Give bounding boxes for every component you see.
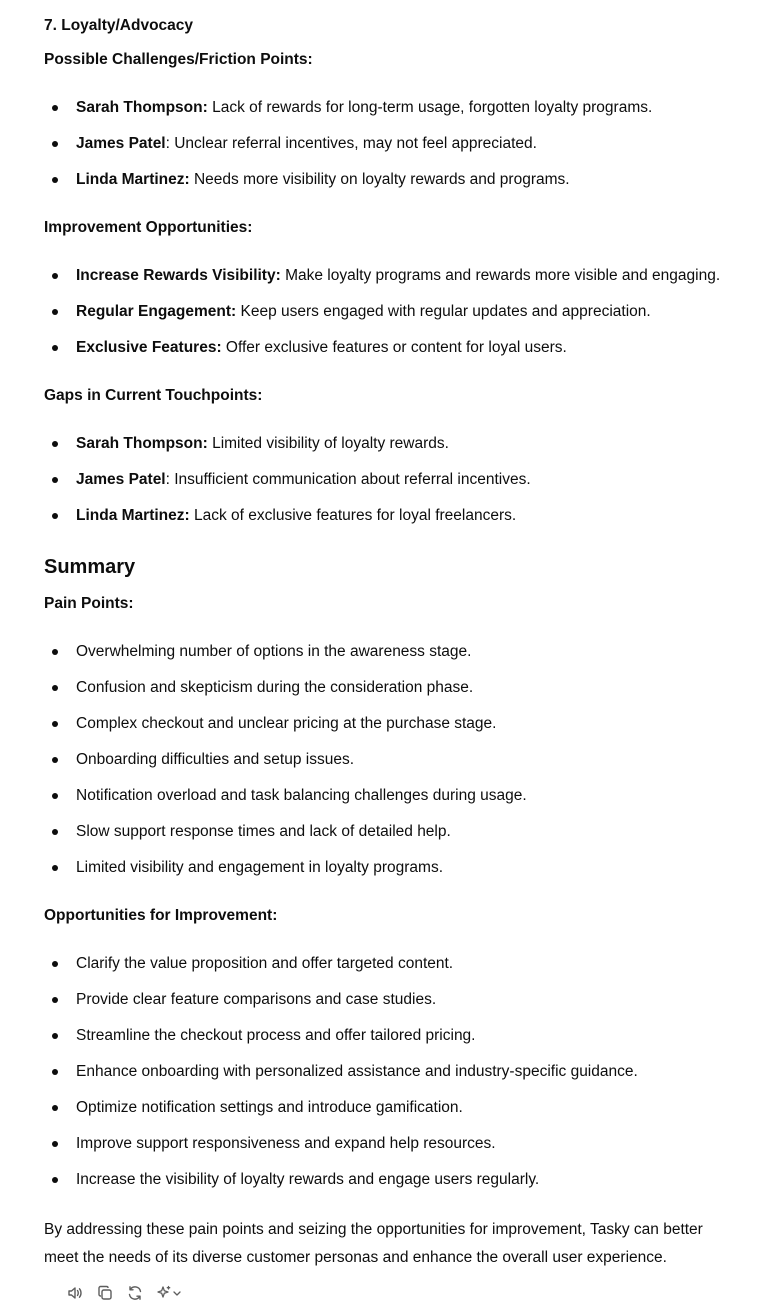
item-label: Increase Rewards Visibility: <box>76 267 281 284</box>
sparkle-icon <box>155 1284 183 1302</box>
list-item <box>44 677 744 699</box>
list-item-text: Make loyalty programs and rewards more visible and engaging. <box>280 267 721 284</box>
list-item-text: : Unclear referral incentives, may not feel appreciated. <box>165 135 537 152</box>
list-item <box>44 169 744 191</box>
model-switcher-button[interactable] <box>154 1282 184 1304</box>
list-item-text: Streamline the checkout process and offer tailored pricing. <box>76 1027 476 1044</box>
speaker-icon <box>66 1284 84 1302</box>
list-item-text: Increase the visibility of loyalty rewards and engage users regularly. <box>76 1171 540 1188</box>
section-title: 7. Loyalty/Advocacy <box>44 17 194 34</box>
list-item-text: Notification overload and task balancing challenges during usage. <box>76 787 527 804</box>
list-item <box>44 265 744 287</box>
list-item-text: Improve support responsiveness and expand help resources. <box>76 1135 496 1152</box>
list-item-text: Optimize notification settings and introduce gamification. <box>76 1099 463 1116</box>
read-aloud-button[interactable] <box>64 1282 86 1304</box>
list-item <box>44 953 744 975</box>
list-item <box>44 1133 744 1155</box>
item-label: Regular Engagement: <box>76 303 237 320</box>
list-item <box>44 1169 744 1191</box>
list-item <box>44 989 744 1011</box>
persona-name: James Patel <box>76 471 166 488</box>
bullet-dot <box>52 1069 58 1075</box>
list-item-text: Confusion and skepticism during the consideration phase. <box>76 679 474 696</box>
conclusion-paragraph: By addressing these pain points and seizing the opportunities for improvement, Tasky can better meet the needs of its diverse customer personas and enhance the overall user experience. <box>44 1221 703 1266</box>
persona-name: Linda Martinez: <box>76 171 190 188</box>
list-item-text: Onboarding difficulties and setup issues. <box>76 751 355 768</box>
challenges-heading: Possible Challenges/Friction Points: <box>44 51 313 68</box>
list-item-text: Limited visibility and engagement in loyalty programs. <box>76 859 444 876</box>
bullet-dot <box>52 477 58 483</box>
list-item-text: Clarify the value proposition and offer targeted content. <box>76 955 454 972</box>
list-item <box>44 749 744 771</box>
bullet-dot <box>52 141 58 147</box>
list-item <box>44 821 744 843</box>
bullet-dot <box>52 865 58 871</box>
list-item <box>44 1061 744 1083</box>
list-item <box>44 301 744 323</box>
list-item <box>44 433 744 455</box>
list-item-text: Overwhelming number of options in the awareness stage. <box>76 643 472 660</box>
regenerate-button[interactable] <box>124 1282 146 1304</box>
bullet-dot <box>52 513 58 519</box>
bullet-dot <box>52 177 58 183</box>
list-item-text: Keep users engaged with regular updates and appreciation. <box>236 303 651 320</box>
bullet-dot <box>52 829 58 835</box>
list-item <box>44 1025 744 1047</box>
list-item-text: Lack of exclusive features for loyal freelancers. <box>189 507 517 524</box>
persona-name: James Patel <box>76 135 166 152</box>
list-item-text: : Insufficient communication about referral incentives. <box>165 471 531 488</box>
opportunities-heading: Opportunities for Improvement: <box>44 907 278 924</box>
list-item <box>44 469 744 491</box>
copy-icon <box>96 1284 114 1302</box>
persona-name: Sarah Thompson: <box>76 99 208 116</box>
bullet-dot <box>52 1105 58 1111</box>
pain-points-heading: Pain Points: <box>44 595 134 612</box>
bullet-dot <box>52 793 58 799</box>
list-item-text: Enhance onboarding with personalized assistance and industry-specific guidance. <box>76 1063 638 1080</box>
summary-title: Summary <box>44 556 136 578</box>
bullet-dot <box>52 441 58 447</box>
list-item <box>44 505 744 527</box>
improvements-heading: Improvement Opportunities: <box>44 219 253 236</box>
bullet-dot <box>52 961 58 967</box>
list-item <box>44 641 744 663</box>
list-item <box>44 337 744 359</box>
list-item-text: Limited visibility of loyalty rewards. <box>207 435 449 452</box>
list-item <box>44 1097 744 1119</box>
persona-name: Linda Martinez: <box>76 507 190 524</box>
bullet-dot <box>52 721 58 727</box>
bullet-dot <box>52 997 58 1003</box>
bullet-dot <box>52 273 58 279</box>
message-actions <box>64 1282 192 1304</box>
list-item-text: Provide clear feature comparisons and case studies. <box>76 991 437 1008</box>
bullet-dot <box>52 309 58 315</box>
list-item-text: Offer exclusive features or content for loyal users. <box>221 339 567 356</box>
list-item <box>44 713 744 735</box>
regenerate-icon <box>126 1284 144 1302</box>
gaps-heading: Gaps in Current Touchpoints: <box>44 387 263 404</box>
persona-name: Sarah Thompson: <box>76 435 208 452</box>
list-item <box>44 97 744 119</box>
bullet-dot <box>52 1141 58 1147</box>
bullet-dot <box>52 757 58 763</box>
bullet-dot <box>52 1177 58 1183</box>
copy-button[interactable] <box>94 1282 116 1304</box>
bullet-dot <box>52 105 58 111</box>
list-item <box>44 785 744 807</box>
bullet-dot <box>52 649 58 655</box>
list-item <box>44 133 744 155</box>
list-item-text: Complex checkout and unclear pricing at the purchase stage. <box>76 715 497 732</box>
bullet-dot <box>52 345 58 351</box>
list-item-text: Slow support response times and lack of detailed help. <box>76 823 451 840</box>
list-item-text: Lack of rewards for long-term usage, forgotten loyalty programs. <box>207 99 653 116</box>
list-item-text: Needs more visibility on loyalty rewards and programs. <box>189 171 570 188</box>
bullet-dot <box>52 1033 58 1039</box>
bullet-dot <box>52 685 58 691</box>
item-label: Exclusive Features: <box>76 339 222 356</box>
list-item <box>44 857 744 879</box>
